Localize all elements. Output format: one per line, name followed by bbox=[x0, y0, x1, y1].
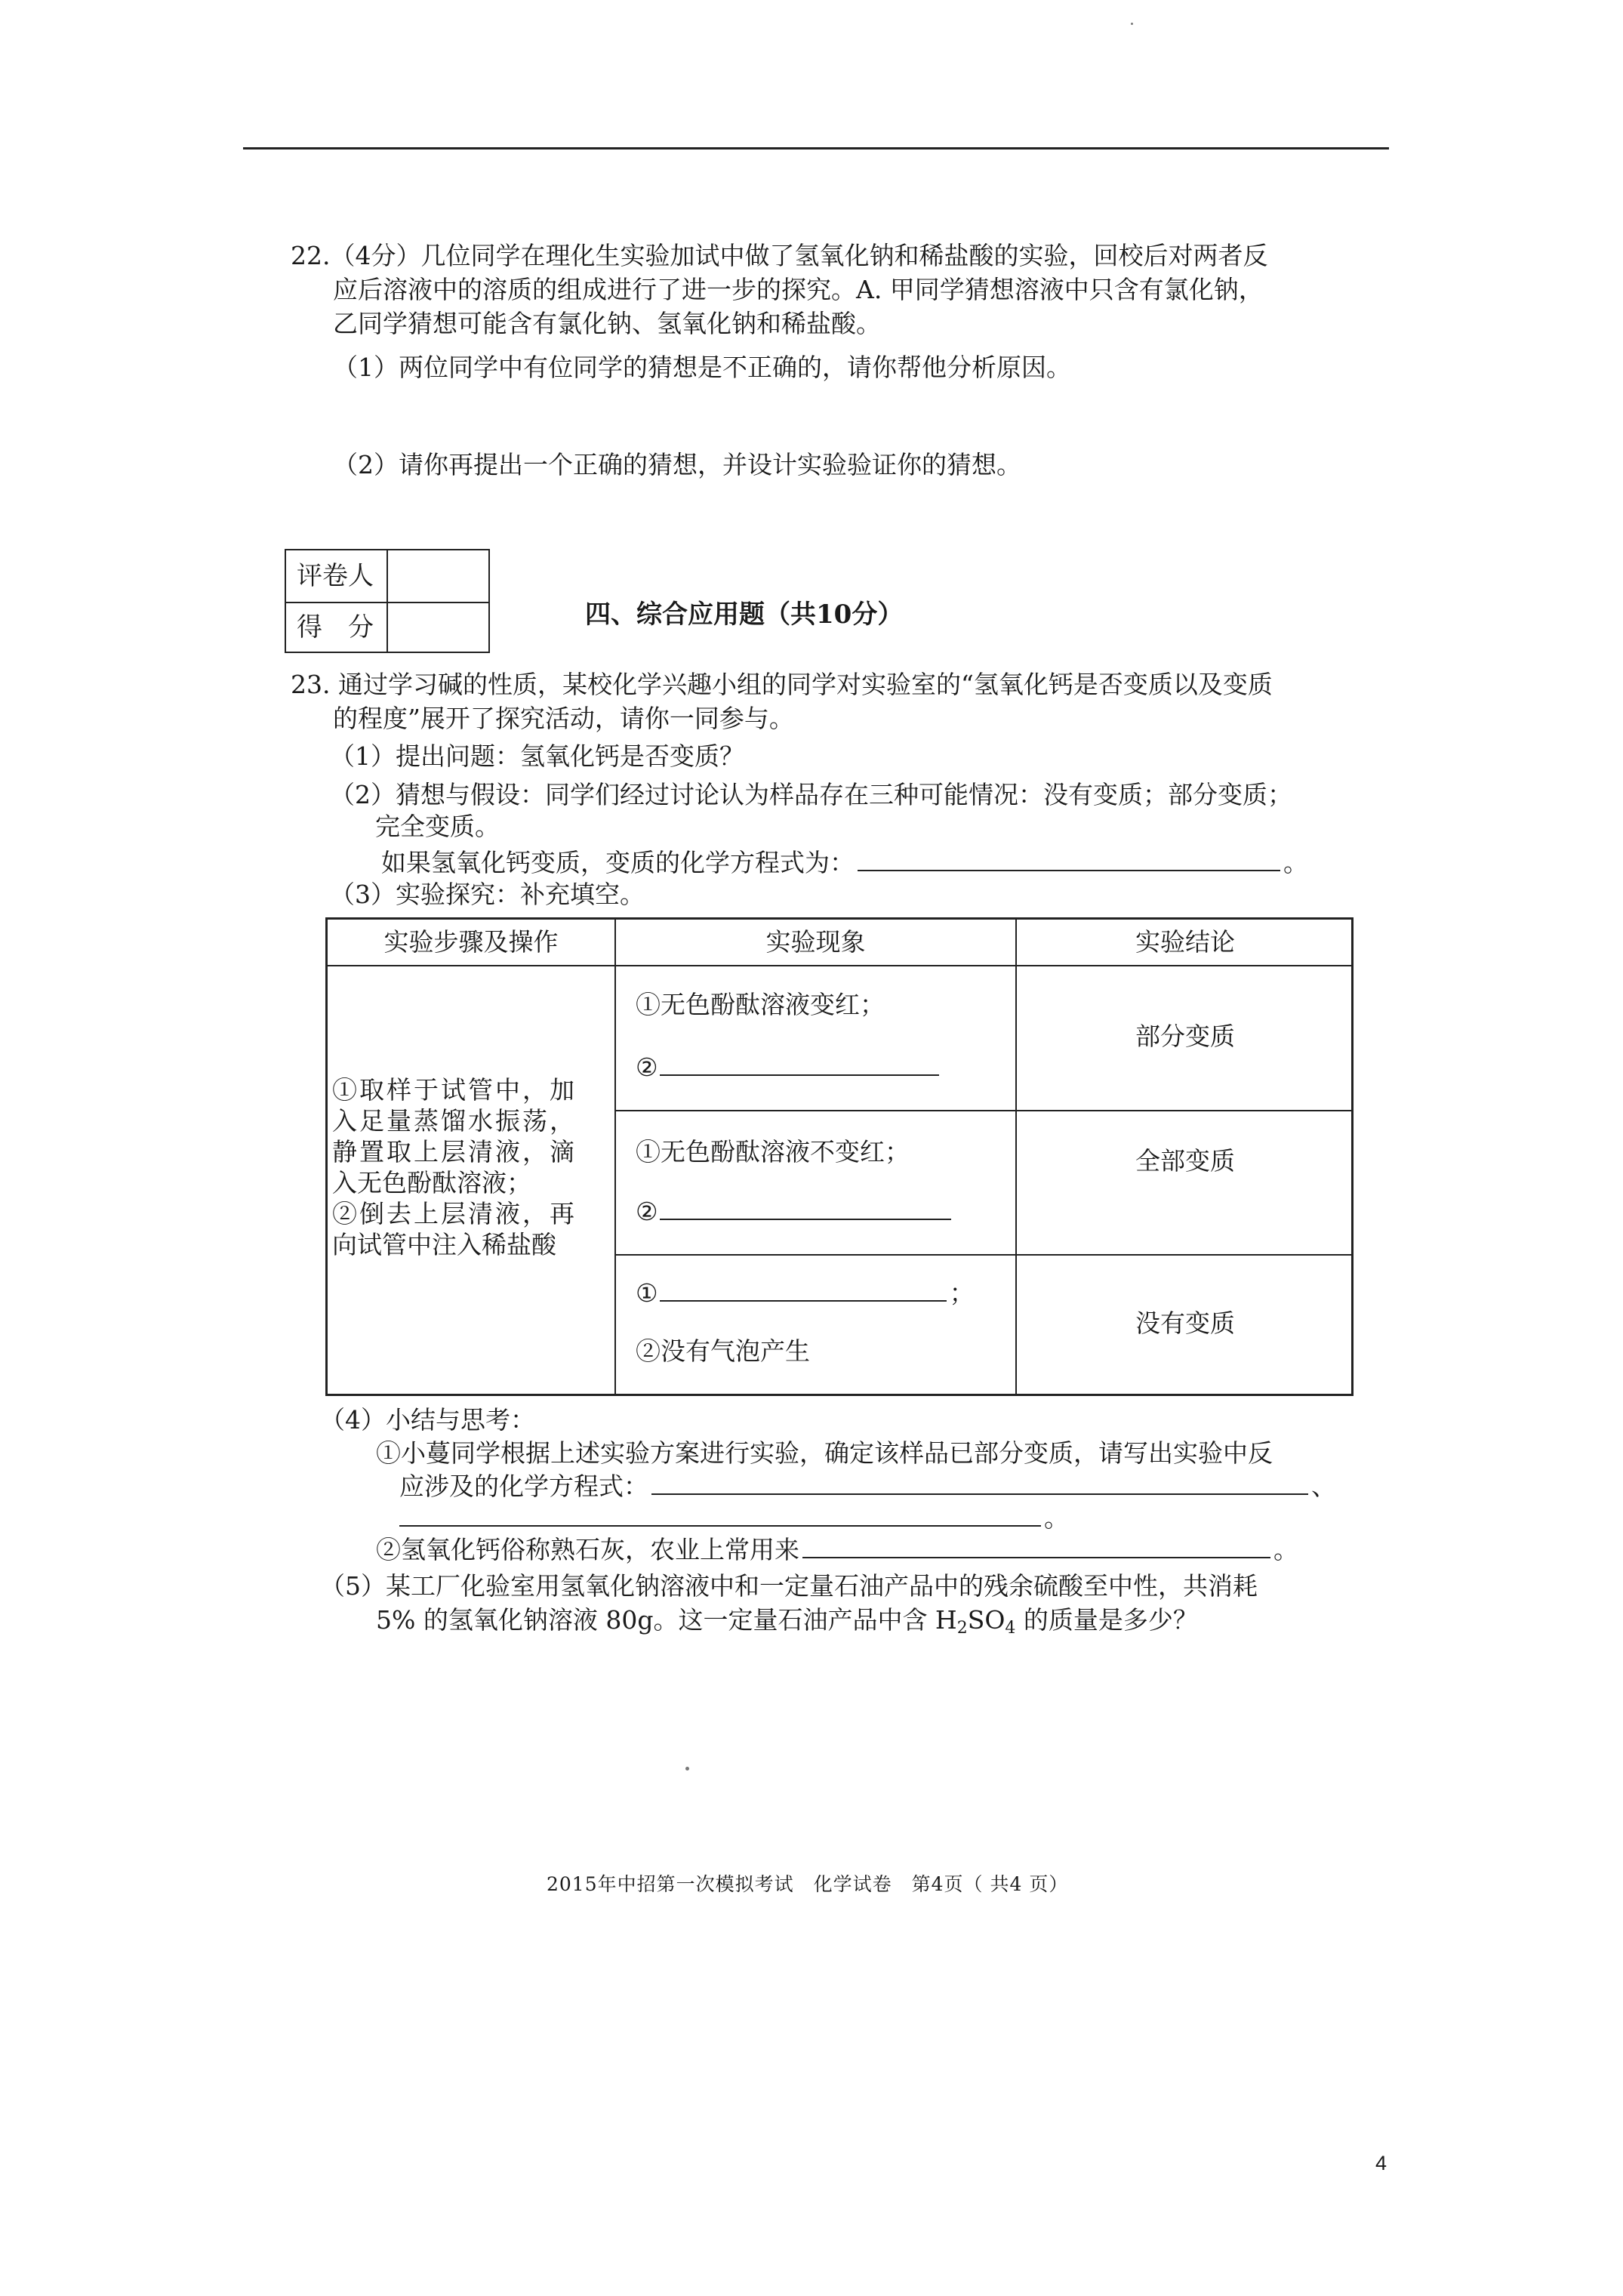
row2-conclusion: 全部变质 bbox=[1135, 1146, 1235, 1176]
top-rule bbox=[243, 147, 1389, 149]
q23-p4a: ①小蔓同学根据上述实验方案进行实验，确定该样品已部分变质，请写出实验中反 bbox=[376, 1438, 1273, 1468]
scan-speck bbox=[1131, 23, 1133, 25]
q23-p5b-mid: SO bbox=[967, 1605, 1006, 1635]
q23-line2: 的程度”展开了探究活动，请你一同参与。 bbox=[333, 704, 794, 733]
row3-obs1-blank[interactable] bbox=[660, 1299, 947, 1302]
step-line: ①取样于试管中，加 bbox=[332, 1075, 577, 1105]
q23-p2c-text: 如果氢氧化钙变质，变质的化学方程式为： bbox=[381, 848, 855, 877]
step-line: 静置取上层清液，滴 bbox=[332, 1137, 577, 1166]
q22-line1: 22.（4分）几位同学在理化生实验加试中做了氢氧化钠和稀盐酸的实验，回校后对两者反 bbox=[291, 241, 1268, 270]
row1-obs2-blank[interactable] bbox=[660, 1074, 939, 1076]
grader-label: 评卷人 bbox=[286, 550, 388, 602]
page-footer: 2015年中招第一次模拟考试 化学试卷 第4页（ 共4 页） bbox=[547, 1873, 1069, 1895]
q23-p4c-end: 。 bbox=[1044, 1503, 1069, 1533]
row3-obs1-label: ① bbox=[636, 1278, 658, 1308]
q22-sub1: （1）两位同学中有位同学的猜想是不正确的，请你帮他分析原因。 bbox=[333, 353, 1071, 382]
step-line: 入足量蒸馏水振荡， bbox=[332, 1106, 577, 1136]
q23-p5b-post: 的质量是多少？ bbox=[1015, 1605, 1198, 1635]
step-line: 向试管中注入稀盐酸 bbox=[332, 1230, 556, 1259]
step-line: ②倒去上层清液，再 bbox=[332, 1199, 577, 1228]
header-observations: 实验现象 bbox=[765, 927, 866, 957]
row2-obs2-blank[interactable] bbox=[660, 1218, 951, 1220]
header-steps: 实验步骤及操作 bbox=[383, 927, 559, 957]
q23-p2c bbox=[381, 849, 1308, 877]
q23-p2c-end: 。 bbox=[1283, 848, 1308, 877]
q23-p4d-end: 。 bbox=[1273, 1535, 1298, 1564]
experiment-table bbox=[325, 917, 1354, 1396]
reaction-equation-blank-1[interactable] bbox=[651, 1493, 1308, 1495]
q23-p5a: （5）某工厂化验室用氢氧化钠溶液中和一定量石油产品中的残余硫酸至中性，共消耗 bbox=[320, 1571, 1258, 1601]
score-field[interactable] bbox=[388, 602, 488, 653]
q23-p1: （1）提出问题：氢氧化钙是否变质？ bbox=[330, 741, 744, 771]
score-label: 得 分 bbox=[286, 602, 388, 653]
row1-obs1: ①无色酚酞溶液变红； bbox=[636, 990, 885, 1019]
q23-p2b: 完全变质。 bbox=[375, 812, 500, 841]
grader-field[interactable] bbox=[388, 550, 488, 602]
q23-p3: （3）实验探究：补充填空。 bbox=[330, 880, 645, 909]
q23-p4b bbox=[399, 1472, 1336, 1501]
q23-p4c bbox=[399, 1504, 1069, 1533]
header-conclusion: 实验结论 bbox=[1135, 927, 1235, 957]
q23-p4: （4）小结与思考： bbox=[320, 1405, 535, 1435]
q23-p5b-sub1: 2 bbox=[956, 1619, 968, 1638]
q23-p5b-pre: 5% 的氢氧化钠溶液 80g。这一定量石油产品中含 H bbox=[376, 1605, 957, 1635]
row2-obs2 bbox=[636, 1196, 954, 1227]
scan-speck bbox=[685, 1767, 689, 1771]
equation-blank[interactable] bbox=[858, 869, 1280, 871]
section-title: 四、综合应用题（共10分） bbox=[585, 599, 904, 630]
q22-line2: 应后溶液中的溶质的组成进行了进一步的探究。A. 甲同学猜想溶液中只含有氯化钠， bbox=[333, 275, 1264, 304]
q23-p2a: （2）猜想与假设：同学们经过讨论认为样品存在三种可能情况：没有变质；部分变质； bbox=[330, 780, 1292, 809]
q23-p4b-end: 、 bbox=[1311, 1472, 1336, 1501]
reaction-equation-blank-2[interactable] bbox=[399, 1524, 1041, 1527]
score-box bbox=[285, 549, 490, 653]
agriculture-use-blank[interactable] bbox=[802, 1556, 1270, 1558]
q23-p4d-text: ②氢氧化钙俗称熟石灰，农业上常用来 bbox=[376, 1535, 799, 1564]
q22-line3: 乙同学猜想可能含有氯化钠、氢氧化钠和稀盐酸。 bbox=[333, 309, 881, 338]
row1-obs2 bbox=[636, 1052, 942, 1083]
step-line: 入无色酚酞溶液； bbox=[332, 1168, 531, 1197]
q23-p4b-text: 应涉及的化学方程式： bbox=[399, 1472, 648, 1501]
q23-p4d bbox=[376, 1536, 1298, 1564]
row3-obs1 bbox=[636, 1277, 975, 1308]
row3-obs1-end: ； bbox=[949, 1278, 975, 1308]
row2-obs1: ①无色酚酞溶液不变红； bbox=[636, 1137, 910, 1166]
q23-p5b bbox=[376, 1606, 1198, 1643]
row3-conclusion: 没有变质 bbox=[1135, 1308, 1235, 1338]
row2-obs2-label: ② bbox=[636, 1197, 658, 1226]
q23-line1: 23. 通过学习碱的性质，某校化学兴趣小组的同学对实验室的“氢氧化钙是否变质以及变质 bbox=[291, 670, 1273, 699]
q23-p5b-sub2: 4 bbox=[1005, 1619, 1016, 1638]
row1-conclusion: 部分变质 bbox=[1135, 1022, 1235, 1051]
row1-obs2-label: ② bbox=[636, 1052, 658, 1082]
q22-sub2: （2）请你再提出一个正确的猜想，并设计实验验证你的猜想。 bbox=[333, 450, 1021, 479]
page-number: 4 bbox=[1375, 2152, 1387, 2174]
row3-obs2: ②没有气泡产生 bbox=[636, 1336, 810, 1366]
